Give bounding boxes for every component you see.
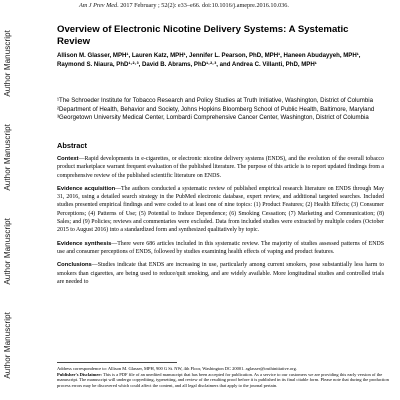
section-text: —Studies indicate that ENDS are increasing in use, particularly among current smokers, pose substantially less harm to smokers than cigarettes, are being used to reduce/quit smoking, and are widely available. More longitudinal studies and controlled trials are needed to <box>57 262 384 285</box>
author-manuscript-label: Author Manuscript <box>2 311 12 379</box>
section-head: Evidence synthesis <box>57 240 112 247</box>
author-manuscript-label: Author Manuscript <box>2 123 12 191</box>
author-manuscript-label: Author Manuscript <box>2 217 12 285</box>
affiliations: ¹The Schroeder Institute for Tobacco Research and Policy Studies at Truth Initiative, Washington, District of Columbia ²Department of Health, Behavior and Society, Johns Hopkins Bloomberg School of Public Health, Baltimore, Maryland ³Georgetown University Medical Center, Lombardi Comprehensive Cancer Center, Washington, District of Columbia <box>57 97 375 122</box>
abstract-section <box>57 185 384 235</box>
footnotes <box>57 366 392 388</box>
disclaimer-text: This is a PDF file of an unedited manuscript that has been accepted for publication. As a service to our customers we are providing this early version of the manuscript. The manuscript will undergo copyediting, typesetting, and review of the resulting proof before it is published in its final citable form. Please note that during the production process errors may be discovered which could affect the content, and all legal disclaimers that apply to the journal pertain. <box>57 371 389 388</box>
section-head: Context <box>57 156 79 162</box>
publisher-disclaimer <box>57 372 392 389</box>
section-head: Conclusions <box>57 262 92 269</box>
author-list: Allison M. Glasser, MPH¹, Lauren Katz, MPH¹, Jennifer L. Pearson, PhD, MPH¹, Haneen Abudayyeh, MPH¹, Raymond S. Niaura, PhD¹·²·³, David B. Abrams, PhD¹·²·³, and Andrea C. Villanti, PhD, MPH¹ <box>57 52 361 68</box>
abstract-body <box>57 155 384 291</box>
citation-details: . 2017 February ; 52(2): e33–e66. doi:10.1016/j.amepre.2016.10.036. <box>117 2 289 9</box>
disclaimer-label: Publisher's Disclaimer: <box>57 371 102 377</box>
citation-line <box>79 2 289 9</box>
abstract-section <box>57 240 384 257</box>
author-manuscript-label: Author Manuscript <box>2 29 12 97</box>
correspondence-note: Address correspondence to: Allison M. Glasser, MPH, 900 G St. NW, 4th Floor, Washington DC 20001. aglasser@truthinitiative.org. <box>57 366 297 371</box>
section-text: —Rapid developments in e-cigarettes, or electronic nicotine delivery systems (ENDS), and the evolution of the overall tobacco product marketplace warrant frequent evaluation of the published literature. The purpose of this article is to report updated findings from a comprehensive review of the published scientific literature on ENDS. <box>57 156 384 179</box>
article-title: Overview of Electronic Nicotine Delivery Systems: A Systematic Review <box>57 24 349 47</box>
footnote-divider <box>57 362 177 363</box>
section-head: Evidence acquisition <box>57 185 116 192</box>
section-text: —There were 686 articles included in this systematic review. The majority of studies assessed patterns of ENDS use and consumer perceptions of ENDS, followed by studies examining health effects of vaping and product features. <box>57 240 384 255</box>
abstract-heading: Abstract <box>57 141 87 150</box>
journal-name: Am J Prev Med <box>79 2 118 9</box>
abstract-section <box>57 155 384 180</box>
section-text: —The authors conducted a systematic review of published empirical research literature on ENDS through May 31, 2016, using a detailed search strategy in the PubMed electronic database, expert review, and additional targeted searches. Included studies presented empirical findings and were coded to at least one of nine topics: (1) Product Features; (2) Health Effects; (3) Consumer Perceptions; (4) Patterns of Use; (5) Potential to Induce Dependence; (6) Smoking Cessation; (7) Marketing and Communication; (8) Sales; and (9) Policies; reviews and commentaries were excluded. Data from included studies were extracted by multiple coders (October 2015 to August 2016) into a standardized form and synthesized qualitatively by topic. <box>57 185 384 234</box>
abstract-section <box>57 261 384 286</box>
